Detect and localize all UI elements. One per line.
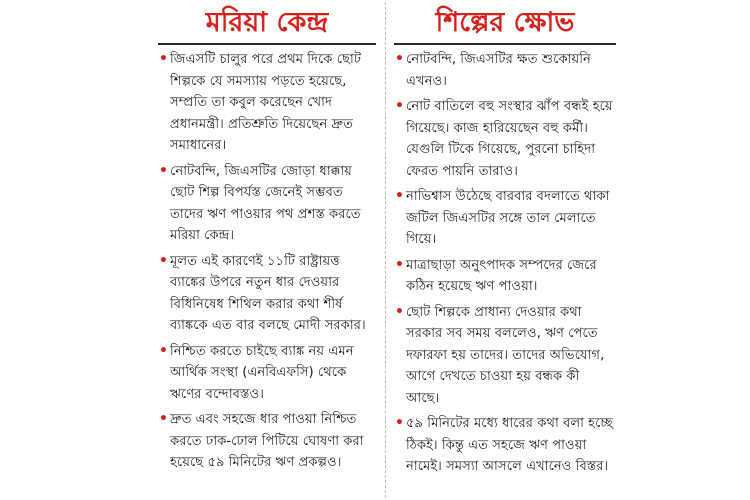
bullet-marker: • bbox=[395, 98, 404, 114]
left-point bbox=[158, 409, 376, 474]
right-point-text: নোট বাতিলে বহু সংস্থার ঝাঁপ বন্ধই হয়ে গিয়েছে। কাজ হারিয়েছেন বহু কর্মী। যেগুলি টিকে গিয়েছে, পুরনো চাহিদা ফেরত পায়নি তারাও। bbox=[406, 99, 613, 179]
right-point-text: ৫৯ মিনিটের মধ্যে ধারের কথা বলা হচ্ছে ঠিকই। কিন্তু এত সহজে ঋণ পাওয়া নামেই। সমস্যা আসলে এখানেও বিস্তর। bbox=[406, 416, 613, 474]
left-column bbox=[158, 0, 376, 478]
left-point bbox=[158, 251, 376, 337]
bullet-marker: • bbox=[159, 162, 168, 179]
right-point bbox=[394, 186, 616, 251]
right-point bbox=[394, 49, 616, 92]
right-point bbox=[394, 255, 616, 298]
left-point-text: দ্রুত এবং সহজে ধার পাওয়া নিশ্চিত করতে ঢাক-ঢোল পিটিয়ে ঘোষণা করা হয়েছে ৫৯ মিনিটের ঋণ প্রকল্পও। bbox=[170, 412, 364, 470]
bullet-marker: • bbox=[159, 342, 168, 359]
left-heading-rule bbox=[158, 43, 376, 45]
bullet-marker: • bbox=[395, 303, 404, 320]
left-point bbox=[158, 49, 376, 157]
right-point-text: নাভিশ্বাস উঠেছে বারবার বদলাতে থাকা জটিল জিএসটির সঙ্গে তাল মেলাতে গিয়ে। bbox=[406, 189, 610, 247]
left-point-text: নোটবন্দি, জিএসটির জোড়া ধাক্কায় ছোট শিল্প বিপর্যস্ত জেনেই সম্ভবত তাদের ঋণ পাওয়ার পথ প্রশস্ত করতে মরিয়া কেন্দ্র। bbox=[170, 163, 361, 243]
right-point bbox=[394, 413, 616, 478]
bullet-marker: • bbox=[395, 51, 404, 67]
left-point-text: নিশ্চিত করতে চাইছে ব্যাঙ্ক নয় এমন আর্থিক সংস্থা (এনবিএফসি) থেকে ঋণের বন্দোবস্তও। bbox=[170, 343, 354, 402]
left-point bbox=[158, 341, 376, 406]
right-point-text: নোটবন্দি, জিএসটির ক্ষত শুকোয়নি এখনও। bbox=[406, 52, 591, 89]
column-divider bbox=[385, 2, 386, 498]
left-heading: মরিয়া কেন্দ্র bbox=[205, 7, 329, 38]
bullet-marker: • bbox=[159, 411, 168, 427]
right-heading: শিল্পের ক্ষোভ bbox=[435, 7, 575, 38]
right-point-text: ছোট শিল্পকে প্রাধান্য দেওয়ার কথা সরকার সব সময় বললেও, ঋণ পেতে দফারফা হয় তাদের। তাদের অভিযোগ, আগে দেখতে চাওয়া হয় বন্ধক কী আছে। bbox=[406, 304, 605, 406]
right-heading-rule bbox=[394, 43, 616, 45]
right-point bbox=[394, 96, 616, 182]
left-point-text: মূলত এই কারণেই ১১টি রাষ্ট্রায়ত্ত ব্যাঙ্কের উপরে নতুন ধার দেওয়ার বিধিনিষেধ শিথিল করার কথা শীর্ষ ব্যাঙ্ককে এত বার বলছে মোদী সরকার। bbox=[170, 253, 366, 333]
right-column bbox=[394, 0, 616, 482]
right-point-text: মাত্রাছাড়া অনুৎপাদক সম্পদের জেরে কঠিন হয়েছে ঋণ পাওয়া। bbox=[406, 257, 597, 294]
bullet-marker: • bbox=[159, 51, 168, 67]
bullet-marker: • bbox=[395, 188, 404, 204]
bullet-marker: • bbox=[159, 252, 168, 269]
right-point bbox=[394, 302, 616, 410]
bullet-marker: • bbox=[395, 415, 404, 431]
bullet-marker: • bbox=[395, 256, 404, 273]
left-point bbox=[158, 161, 376, 247]
left-point-text: জিএসটি চালুর পরে প্রথম দিকে ছোট শিল্পকে যে সমস্যায় পড়তে হয়েছে, সম্প্রতি তা কবুল করেছেন খোদ প্রধানমন্ত্রী। প্রতিশ্রুতি দিয়েছেন দ্রুত সমাধানের। bbox=[170, 52, 362, 153]
